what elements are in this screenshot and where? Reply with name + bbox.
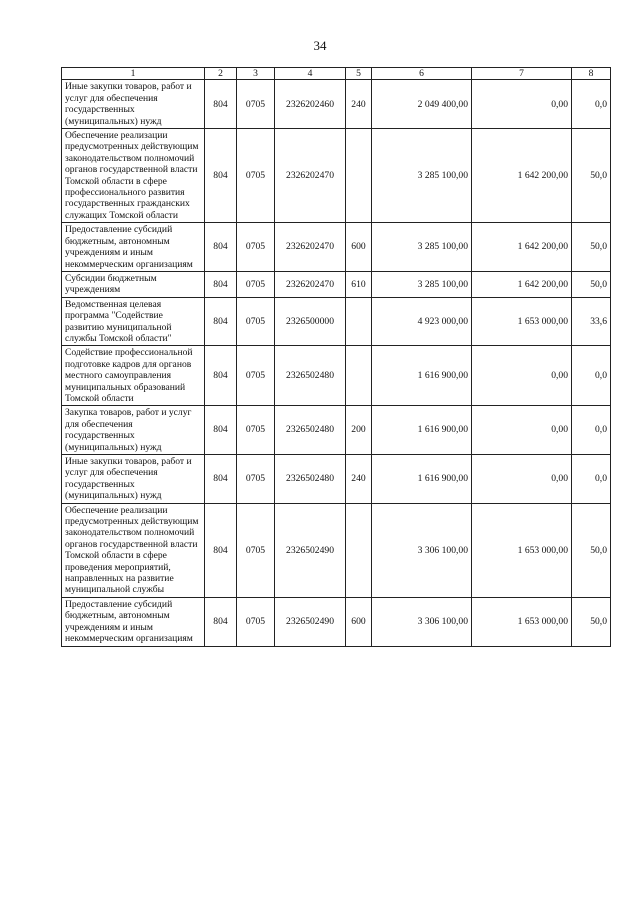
ministry-code: 804 xyxy=(205,223,237,272)
ministry-code: 804 xyxy=(205,455,237,504)
row-name: Иные закупки товаров, работ и услуг для обеспечения государственных (муниципальных) нужд xyxy=(62,80,205,129)
expense-code: 600 xyxy=(346,597,372,646)
target-code: 2326502480 xyxy=(275,455,346,504)
percent-value: 33,6 xyxy=(572,297,611,346)
ministry-code: 804 xyxy=(205,80,237,129)
expense-code xyxy=(346,346,372,406)
section-code: 0705 xyxy=(237,80,275,129)
table-row xyxy=(62,271,611,297)
percent-value: 0,0 xyxy=(572,80,611,129)
executed-amount: 1 653 000,00 xyxy=(472,503,572,597)
target-code: 2326202470 xyxy=(275,129,346,223)
row-name: Обеспечение реализации предусмотренных действующим законодательством полномочий органов государственной власти Томской области в сфере профессионального развития государственных гражданских служащих Томской области xyxy=(62,129,205,223)
planned-amount: 4 923 000,00 xyxy=(372,297,472,346)
row-name: Субсидии бюджетным учреждениям xyxy=(62,271,205,297)
planned-amount: 2 049 400,00 xyxy=(372,80,472,129)
table-header-row xyxy=(62,68,611,80)
ministry-code: 804 xyxy=(205,503,237,597)
ministry-code: 804 xyxy=(205,597,237,646)
column-header: 4 xyxy=(275,68,346,80)
percent-value: 0,0 xyxy=(572,455,611,504)
target-code: 2326202470 xyxy=(275,223,346,272)
row-name: Обеспечение реализации предусмотренных действующим законодательством полномочий органов государственной власти Томской области в сфере проведения мероприятий, направленных на развитие муниципальной службы xyxy=(62,503,205,597)
executed-amount: 1 653 000,00 xyxy=(472,297,572,346)
percent-value: 0,0 xyxy=(572,406,611,455)
percent-value: 50,0 xyxy=(572,271,611,297)
row-name: Ведомственная целевая программа "Содействие развитию муниципальной службы Томской области" xyxy=(62,297,205,346)
table-row xyxy=(62,80,611,129)
page-number: 34 xyxy=(313,38,327,53)
column-header: 8 xyxy=(572,68,611,80)
column-header: 3 xyxy=(237,68,275,80)
section-code: 0705 xyxy=(237,455,275,504)
expense-code: 600 xyxy=(346,223,372,272)
target-code: 2326502490 xyxy=(275,503,346,597)
row-name: Содействие профессиональной подготовке кадров для органов местного самоуправления муниципальных образований Томской области xyxy=(62,346,205,406)
row-name: Закупка товаров, работ и услуг для обеспечения государственных (муниципальных) нужд xyxy=(62,406,205,455)
target-code: 2326502480 xyxy=(275,346,346,406)
target-code: 2326500000 xyxy=(275,297,346,346)
table-row xyxy=(62,406,611,455)
column-header: 6 xyxy=(372,68,472,80)
percent-value: 50,0 xyxy=(572,503,611,597)
percent-value: 0,0 xyxy=(572,346,611,406)
row-name: Иные закупки товаров, работ и услуг для обеспечения государственных (муниципальных) нужд xyxy=(62,455,205,504)
section-code: 0705 xyxy=(237,223,275,272)
section-code: 0705 xyxy=(237,346,275,406)
planned-amount: 3 306 100,00 xyxy=(372,503,472,597)
planned-amount: 1 616 900,00 xyxy=(372,455,472,504)
expense-code xyxy=(346,297,372,346)
table-row xyxy=(62,297,611,346)
executed-amount: 0,00 xyxy=(472,406,572,455)
percent-value: 50,0 xyxy=(572,223,611,272)
expense-code: 200 xyxy=(346,406,372,455)
planned-amount: 3 285 100,00 xyxy=(372,223,472,272)
ministry-code: 804 xyxy=(205,406,237,455)
executed-amount: 1 653 000,00 xyxy=(472,597,572,646)
percent-value: 50,0 xyxy=(572,129,611,223)
percent-value: 50,0 xyxy=(572,597,611,646)
planned-amount: 1 616 900,00 xyxy=(372,406,472,455)
expense-code xyxy=(346,129,372,223)
ministry-code: 804 xyxy=(205,346,237,406)
column-header: 1 xyxy=(62,68,205,80)
column-header: 5 xyxy=(346,68,372,80)
column-header: 2 xyxy=(205,68,237,80)
executed-amount: 1 642 200,00 xyxy=(472,271,572,297)
planned-amount: 3 285 100,00 xyxy=(372,129,472,223)
section-code: 0705 xyxy=(237,129,275,223)
table-row xyxy=(62,455,611,504)
executed-amount: 1 642 200,00 xyxy=(472,129,572,223)
target-code: 2326202460 xyxy=(275,80,346,129)
planned-amount: 3 306 100,00 xyxy=(372,597,472,646)
target-code: 2326202470 xyxy=(275,271,346,297)
table-row xyxy=(62,129,611,223)
section-code: 0705 xyxy=(237,297,275,346)
budget-table xyxy=(61,67,611,647)
executed-amount: 1 642 200,00 xyxy=(472,223,572,272)
executed-amount: 0,00 xyxy=(472,455,572,504)
ministry-code: 804 xyxy=(205,129,237,223)
section-code: 0705 xyxy=(237,406,275,455)
row-name: Предоставление субсидий бюджетным, автономным учреждениям и иным некоммерческим организациям xyxy=(62,223,205,272)
table-row xyxy=(62,597,611,646)
ministry-code: 804 xyxy=(205,297,237,346)
expense-code xyxy=(346,503,372,597)
row-name: Предоставление субсидий бюджетным, автономным учреждениям и иным некоммерческим организациям xyxy=(62,597,205,646)
planned-amount: 3 285 100,00 xyxy=(372,271,472,297)
column-header: 7 xyxy=(472,68,572,80)
executed-amount: 0,00 xyxy=(472,346,572,406)
target-code: 2326502480 xyxy=(275,406,346,455)
executed-amount: 0,00 xyxy=(472,80,572,129)
expense-code: 240 xyxy=(346,80,372,129)
table-row xyxy=(62,223,611,272)
section-code: 0705 xyxy=(237,503,275,597)
table-row xyxy=(62,503,611,597)
section-code: 0705 xyxy=(237,597,275,646)
expense-code: 240 xyxy=(346,455,372,504)
planned-amount: 1 616 900,00 xyxy=(372,346,472,406)
expense-code: 610 xyxy=(346,271,372,297)
target-code: 2326502490 xyxy=(275,597,346,646)
section-code: 0705 xyxy=(237,271,275,297)
ministry-code: 804 xyxy=(205,271,237,297)
table-row xyxy=(62,346,611,406)
